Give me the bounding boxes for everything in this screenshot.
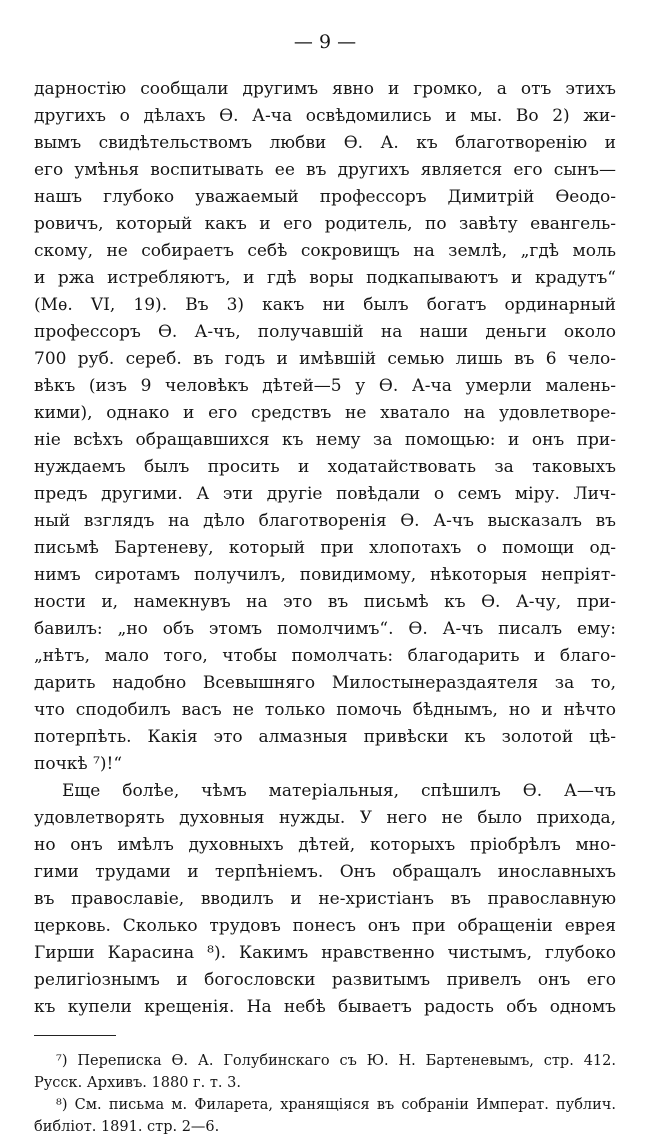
footnote-7-continued: Русск. Архивъ. 1880 г. т. 3.: [34, 1075, 241, 1091]
text-line: предъ другими. А эти другіе повѣдали о семъ міру. Лич-: [34, 484, 616, 504]
text-line: гими трудами и терпѣніемъ. Онъ обращалъ инославныхъ: [34, 862, 616, 882]
text-line: и ржа истребляютъ, и гдѣ воры подкапываютъ и крадутъ“: [34, 268, 616, 288]
text-line: но онъ имѣлъ духовныхъ дѣтей, которыхъ пріобрѣлъ мно-: [34, 835, 616, 855]
text-line: „нѣтъ, мало того, чтобы помолчать: благодарить и благо-: [34, 646, 616, 666]
page-number: — 9 —: [293, 31, 357, 53]
text-line: къ купели крещенія. На небѣ бываетъ радость объ одномъ: [34, 997, 616, 1017]
footnote-separator: [34, 1035, 116, 1036]
text-line: письмѣ Бартеневу, который при хлопотахъ о помощи од-: [34, 538, 616, 558]
text-line: ровичъ, который какъ и его родитель, по завѣту евангель-: [34, 214, 616, 234]
text-line: другихъ о дѣлахъ Ѳ. А-ча освѣдомились и мы. Во 2) жи-: [34, 106, 616, 126]
footnote-7: ⁷) Переписка Ѳ. А. Голубинскаго съ Ю. Н. Бартеневымъ, стр. 412.: [56, 1053, 616, 1069]
text-line: 700 руб. сереб. въ годъ и имѣвшій семью лишь въ 6 чело-: [34, 349, 616, 369]
footnotes: [34, 1050, 616, 1138]
text-line: дарностію сообщали другимъ явно и громко, а отъ этихъ: [34, 79, 616, 99]
text-line: что сподобилъ васъ не только помочь бѣднымъ, но и нѣчто: [34, 700, 616, 720]
footnote-8-continued: библіот. 1891. стр. 2—6.: [34, 1119, 220, 1135]
text-line: нашъ глубоко уважаемый профессоръ Димитрій Ѳеодо-: [34, 187, 616, 207]
text-line: потерпѣть. Какія это алмазныя привѣски къ золотой цѣ-: [34, 727, 616, 747]
text-line: ный взглядъ на дѣло благотворенія Ѳ. А-чъ высказалъ въ: [34, 511, 616, 531]
text-line: нуждаемъ былъ просить и ходатайствовать за таковыхъ: [34, 457, 616, 477]
text-line: вѣкъ (изъ 9 человѣкъ дѣтей—5 у Ѳ. А-ча умерли малень-: [34, 376, 616, 396]
footnote-8: ⁸) См. письма м. Филарета, хранящіяся въ собраніи Императ. публич.: [56, 1097, 616, 1113]
text-line: вымъ свидѣтельствомъ любви Ѳ. А. къ благотворенію и: [34, 133, 616, 153]
text-line: нимъ сиротамъ получилъ, повидимому, нѣкоторыя непріят-: [34, 565, 616, 585]
text-line: Гирши Карасина ⁸). Какимъ нравственно чистымъ, глубоко: [34, 943, 616, 963]
text-line: (Мѳ. VI, 19). Въ 3) какъ ни былъ богатъ ординарный: [34, 295, 616, 315]
text-line: профессоръ Ѳ. А-чъ, получавшій на наши деньги около: [34, 322, 616, 342]
text-line: удовлетворять духовныя нужды. У него не было прихода,: [34, 808, 616, 828]
text-line: церковь. Сколько трудовъ понесъ онъ при обращеніи еврея: [34, 916, 616, 936]
text-line: его умѣнья воспитывать ее въ другихъ является его сынъ—: [34, 160, 616, 180]
text-line: дарить надобно Всевышняго Милостынераздаятеля за то,: [34, 673, 616, 693]
text-line: скому, не собираетъ себѣ сокровищъ на землѣ, „гдѣ моль: [34, 241, 616, 261]
text-line: бавилъ: „но объ этомъ помолчимъ“. Ѳ. А-чъ писалъ ему:: [34, 619, 616, 639]
text-line: ности и, намекнувъ на это въ письмѣ къ Ѳ. А-чу, при-: [34, 592, 616, 612]
main-text: [34, 76, 616, 1021]
text-line: кими), однако и его средствъ не хватало на удовлетворе-: [34, 403, 616, 423]
text-line: ніе всѣхъ обращавшихся къ нему за помощью: и онъ при-: [34, 430, 616, 450]
text-line: въ православіе, вводилъ и не-христіанъ въ православную: [34, 889, 616, 909]
text-line-paragraph-start: Еще болѣе, чѣмъ матеріальныя, спѣшилъ Ѳ. А—чъ: [62, 781, 616, 801]
text-line-paragraph-end: почкѣ ⁷)!“: [34, 754, 123, 774]
text-line: религіознымъ и богословски развитымъ привелъ онъ его: [34, 970, 616, 990]
